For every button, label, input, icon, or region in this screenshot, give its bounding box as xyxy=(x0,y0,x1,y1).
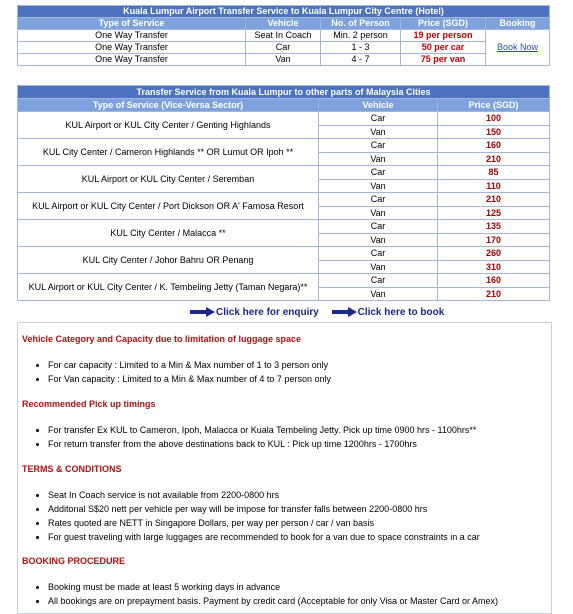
table-row xyxy=(18,193,550,207)
enquiry-link-label: Click here for enquiry xyxy=(216,307,319,318)
vehicle-car-cell: Car xyxy=(319,139,438,153)
service-cell: KUL Airport or KUL City Center / Port Dickson OR A' Famosa Resort xyxy=(18,193,319,220)
col-header-price: Price (SGD) xyxy=(401,18,486,30)
book-link-label: Click here to book xyxy=(357,307,445,318)
booking-procedure-list xyxy=(36,580,498,608)
list-item: • Additonal S$20 nett per vehicle per way will be impose for transfer falls between 2200-0800 hrs xyxy=(48,502,480,516)
col-header-persons: No. of Person xyxy=(321,18,401,30)
vehicle-capacity-list xyxy=(36,358,331,386)
table-row xyxy=(18,42,550,54)
airport-transfer-table xyxy=(17,5,550,66)
van-price-cell: 310 xyxy=(438,260,550,274)
col-header-price: Price (SGD) xyxy=(438,99,550,112)
list-item: • For return transfer from the above destinations back to KUL : Pick up time 1200hrs - 1700hrs xyxy=(48,437,476,451)
booking-cell xyxy=(486,30,550,66)
book-now-link[interactable]: Book Now xyxy=(496,42,539,52)
price-cell: 75 per van xyxy=(401,54,486,66)
table-row xyxy=(18,139,550,153)
service-cell: KUL City Center / Malacca ** xyxy=(18,220,319,247)
table-row xyxy=(18,54,550,66)
service-cell: KUL City Center / Johor Bahru OR Penang xyxy=(18,247,319,274)
van-price-cell: 110 xyxy=(438,179,550,193)
col-header-booking: Booking xyxy=(486,18,550,30)
vehicle-capacity-heading: Vehicle Category and Capacity due to limitation of luggage space xyxy=(22,334,302,344)
vehicle-car-cell: Car xyxy=(319,193,438,207)
col-header-vehicle: Vehicle xyxy=(319,99,438,112)
vehicle-van-cell: Van xyxy=(319,233,438,247)
service-cell: KUL Airport or KUL City Center / K. Tembeling Jetty (Taman Negara)** xyxy=(18,274,319,301)
list-item: • For transfer Ex KUL to Cameron, Ipoh, Malacca or Kuala Tembeling Jetty. Pick up time 0900 hrs - 1100hrs** xyxy=(48,423,476,437)
vehicle-car-cell: Car xyxy=(319,166,438,180)
table2-title: Transfer Service from Kuala Lumpur to other parts of Malaysia Cities xyxy=(18,86,550,99)
list-item: • Booking must be made at least 5 working days in advance xyxy=(48,580,498,594)
vehicle-van-cell: Van xyxy=(319,287,438,301)
table-row xyxy=(18,30,550,42)
price-cell: 19 per person xyxy=(401,30,486,42)
persons-cell: 4 - 7 xyxy=(321,54,401,66)
list-item: • Seat In Coach service is not available from 2200-0800 hrs xyxy=(48,488,480,502)
service-cell: One Way Transfer xyxy=(18,30,246,42)
booking-procedure-heading: BOOKING PROCEDURE xyxy=(22,556,126,566)
pickup-timings-list xyxy=(36,423,476,451)
col-header-service: Type of Service (Vice-Versa Sector) xyxy=(18,99,319,112)
vehicle-car-cell: Car xyxy=(319,274,438,288)
col-header-vehicle: Vehicle xyxy=(246,18,321,30)
terms-list xyxy=(36,488,480,544)
list-item: • For Van capacity : Limited to a Min & Max number of 4 to 7 person only xyxy=(48,372,331,386)
table-row xyxy=(18,166,550,180)
vehicle-cell: Car xyxy=(246,42,321,54)
persons-cell: 1 - 3 xyxy=(321,42,401,54)
vehicle-car-cell: Car xyxy=(319,247,438,261)
van-price-cell: 170 xyxy=(438,233,550,247)
book-link[interactable] xyxy=(332,307,445,318)
van-price-cell: 210 xyxy=(438,287,550,301)
car-price-cell: 210 xyxy=(438,193,550,207)
vehicle-van-cell: Van xyxy=(319,206,438,220)
table-row xyxy=(18,274,550,288)
car-price-cell: 100 xyxy=(438,112,550,126)
van-price-cell: 150 xyxy=(438,125,550,139)
list-item: • For guest traveling with large luggages are recommended to book for a van due to space constraints in a car xyxy=(48,530,480,544)
arrow-right-icon xyxy=(190,308,216,316)
van-price-cell: 125 xyxy=(438,206,550,220)
car-price-cell: 160 xyxy=(438,139,550,153)
vehicle-car-cell: Car xyxy=(319,220,438,234)
vehicle-car-cell: Car xyxy=(319,112,438,126)
action-links xyxy=(190,307,454,318)
car-price-cell: 135 xyxy=(438,220,550,234)
table1-title: Kuala Lumpur Airport Transfer Service to Kuala Lumpur City Centre (Hotel) xyxy=(18,6,550,18)
vehicle-van-cell: Van xyxy=(319,179,438,193)
info-panel xyxy=(17,322,552,614)
vehicle-cell: Seat In Coach xyxy=(246,30,321,42)
vehicle-cell: Van xyxy=(246,54,321,66)
terms-heading: TERMS & CONDITIONS xyxy=(22,464,122,474)
service-cell: KUL Airport or KUL City Center / Seremban xyxy=(18,166,319,193)
van-price-cell: 210 xyxy=(438,152,550,166)
list-item: • Rates quoted are NETT in Singapore Dollars, per way per person / car / van basis xyxy=(48,516,480,530)
enquiry-link[interactable] xyxy=(190,307,322,318)
table-row xyxy=(18,112,550,126)
car-price-cell: 160 xyxy=(438,274,550,288)
col-header-service: Type of Service xyxy=(18,18,246,30)
vehicle-van-cell: Van xyxy=(319,152,438,166)
service-cell: KUL City Center / Cameron Highlands ** OR Lumut OR Ipoh ** xyxy=(18,139,319,166)
arrow-right-icon xyxy=(332,308,358,316)
car-price-cell: 260 xyxy=(438,247,550,261)
service-cell: One Way Transfer xyxy=(18,54,246,66)
malaysia-cities-transfer-table xyxy=(17,85,550,301)
price-cell: 50 per car xyxy=(401,42,486,54)
vehicle-van-cell: Van xyxy=(319,125,438,139)
pickup-timings-heading: Recommended Pick up timings xyxy=(22,399,156,409)
service-cell: KUL Airport or KUL City Center / Genting Highlands xyxy=(18,112,319,139)
table-row xyxy=(18,220,550,234)
service-cell: One Way Transfer xyxy=(18,42,246,54)
vehicle-van-cell: Van xyxy=(319,260,438,274)
table-row xyxy=(18,247,550,261)
list-item: • All bookings are on prepayment basis. Payment by credit card (Acceptable for only Visa or Master Card or Amex) xyxy=(48,594,498,608)
persons-cell: Min. 2 person xyxy=(321,30,401,42)
list-item: • For car capacity : Limited to a Min & Max number of 1 to 3 person only xyxy=(48,358,331,372)
car-price-cell: 85 xyxy=(438,166,550,180)
